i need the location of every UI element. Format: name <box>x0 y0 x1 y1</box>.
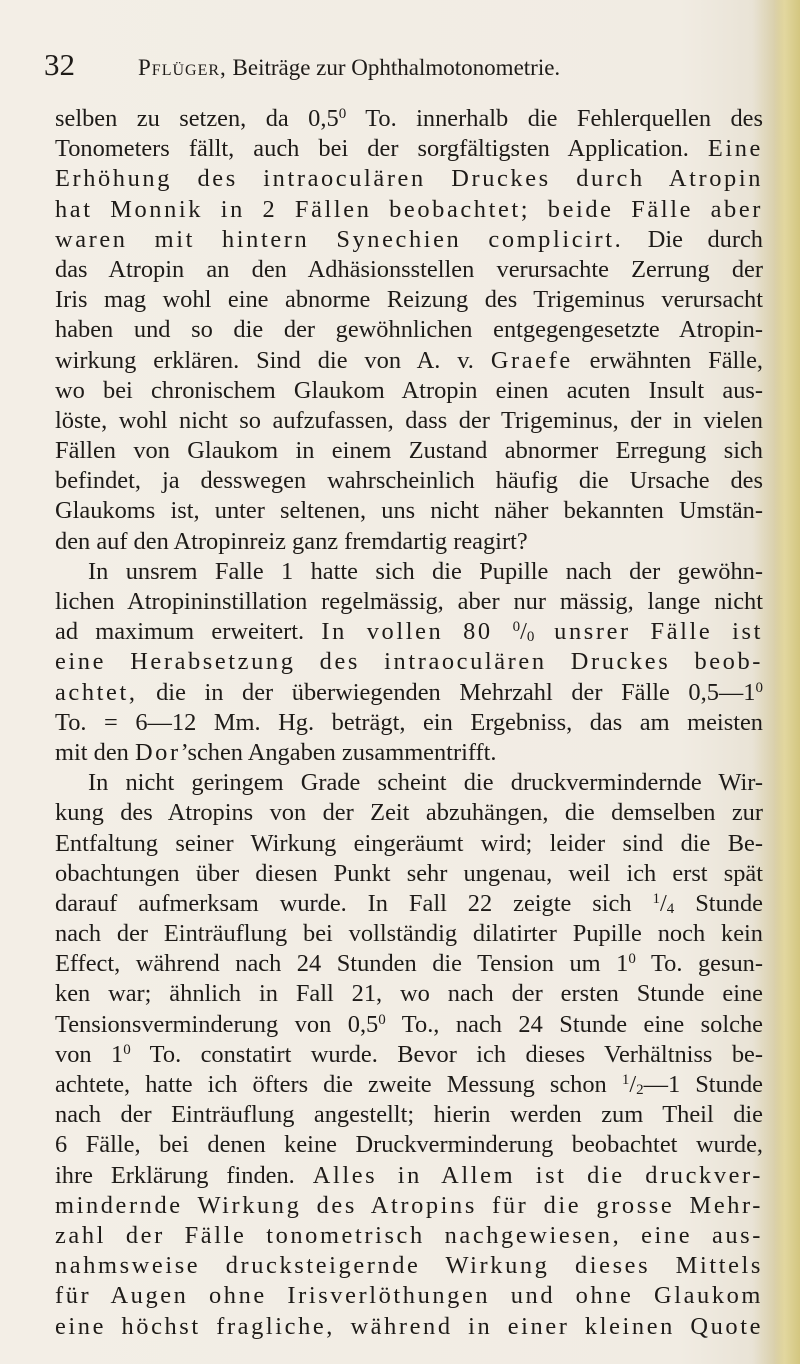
spaced-emphasis: hat Monnik in 2 Fällen beobachtet; beide Fälle aber <box>55 195 763 223</box>
text-line <box>55 798 763 828</box>
spaced-emphasis: eine Herabsetzung des intraoculären Druckes beob- <box>55 648 763 676</box>
text-segment: Effect, während nach 24 Stunden die Tension um 1 <box>55 950 629 978</box>
text-line <box>55 1191 763 1221</box>
text-segment: achtete, hatte ich öfters die zweite Messung schon <box>55 1071 622 1098</box>
text-segment: —1 Stunde <box>643 1071 763 1098</box>
subscript: 4 <box>666 900 675 917</box>
text-segment: To. gesun- <box>635 950 763 978</box>
page-header <box>44 47 764 87</box>
text-segment: ’schen Angaben zusammentrifft. <box>180 738 497 766</box>
subscript: 2 <box>636 1082 644 1098</box>
text-segment: / <box>660 889 667 917</box>
text-segment: Glaukoms ist, unter seltenen, uns nicht näher bekannten Umstän- <box>55 497 763 525</box>
text-segment: ihre Erklärung finden. <box>55 1161 313 1189</box>
text-line <box>55 315 763 345</box>
page-number: 32 <box>44 47 75 82</box>
text-line <box>55 889 763 919</box>
text-segment: / <box>520 618 527 646</box>
text-segment: mit den <box>55 738 135 766</box>
text-segment: ad maximum erweitert. <box>55 618 322 646</box>
superscript: 0 <box>755 679 763 696</box>
superscript: 0 <box>378 1011 386 1028</box>
text-line <box>55 1070 763 1100</box>
text-line <box>55 225 763 255</box>
text-segment: lichen Atropininstillation regelmässig, aber nur mässig, lange nicht <box>55 588 763 615</box>
text-line <box>55 406 763 436</box>
text-segment: To. innerhalb die Fehlerquellen des <box>346 105 763 132</box>
text-line <box>55 1251 763 1281</box>
spaced-emphasis: In vollen 80 <box>321 618 513 646</box>
superscript: 0 <box>512 619 521 636</box>
text-line <box>55 1130 763 1160</box>
text-line <box>55 436 763 466</box>
superscript: 0 <box>338 106 347 122</box>
text-segment: Die durch <box>623 225 763 253</box>
text-segment: To. constatirt wurde. Bevor ich dieses Verhältniss be- <box>130 1040 763 1068</box>
spaced-emphasis: für Augen ohne Irisverlöthungen und ohne Glaukom <box>55 1282 763 1310</box>
spaced-emphasis: Alles in Allem ist die druckver- <box>312 1161 763 1189</box>
text-segment: Stunde <box>674 889 763 917</box>
text-line <box>55 1312 763 1342</box>
text-segment: kung des Atropins von der Zeit abzuhängen, die demselben zur <box>55 799 763 827</box>
text-segment: In unsrem Falle 1 hatte sich die Pupille nach der gewöhn- <box>88 557 763 585</box>
running-head-author: Pflüger, <box>138 55 227 80</box>
running-head-title: Beiträge zur Ophthalmotonometrie. <box>232 55 561 80</box>
text-line <box>55 768 763 798</box>
text-line <box>55 738 763 768</box>
text-line <box>55 979 763 1009</box>
text-segment: die in der überwiegenden Mehrzahl der Fälle 0,5—1 <box>137 678 756 706</box>
text-segment: Iris mag wohl eine abnorme Reizung des Trigeminus verursacht <box>55 286 763 314</box>
text-line <box>55 1100 763 1130</box>
text-line <box>55 346 763 376</box>
text-segment: / <box>629 1071 637 1098</box>
spaced-emphasis: eine höchst fragliche, während in einer kleinen Quote <box>55 1312 763 1340</box>
spaced-emphasis: Graefe <box>490 346 573 374</box>
superscript: 1 <box>652 890 661 907</box>
spaced-emphasis: nahmsweise drucksteigernde Wirkung dieses Mittels <box>55 1252 763 1280</box>
text-line <box>55 195 763 225</box>
text-segment: das Atropin an den Adhäsionsstellen verursachte Zerrung der <box>55 255 763 283</box>
text-line <box>55 255 763 285</box>
text-line <box>55 1040 763 1070</box>
text-segment: nach der Einträuflung angestellt; hierin werden zum Theil die <box>55 1101 763 1129</box>
text-segment: To., nach 24 Stunde eine solche <box>385 1010 763 1038</box>
text-line <box>55 557 763 587</box>
spaced-emphasis: zahl der Fälle tonometrisch nachgewiesen, eine aus- <box>55 1221 763 1249</box>
spaced-emphasis: waren mit hintern Synechien complicirt. <box>55 225 624 253</box>
text-segment: Tonometers fällt, auch bei der sorgfältigsten Application. <box>55 135 708 163</box>
spaced-emphasis: mindernde Wirkung des Atropins für die grosse Mehr- <box>55 1191 763 1219</box>
text-segment: löste, wohl nicht so aufzufassen, dass der Trigeminus, der in vielen <box>55 406 763 434</box>
text-line <box>55 285 763 315</box>
text-segment: von 1 <box>55 1040 124 1068</box>
text-segment: Entfaltung seiner Wirkung eingeräumt wird; leider sind die Be- <box>55 829 763 857</box>
text-segment: obachtungen über diesen Punkt sehr ungenau, weil ich erst spät <box>55 859 763 887</box>
text-segment: In nicht geringem Grade scheint die druckvermindernde Wir- <box>88 769 763 797</box>
superscript: 1 <box>621 1072 630 1088</box>
text-line <box>55 466 763 496</box>
text-line <box>55 134 763 164</box>
text-segment: darauf aufmerksam wurde. In Fall 22 zeigte sich <box>55 889 653 917</box>
text-segment: Fällen von Glaukom in einem Zustand abnormer Erregung sich <box>55 437 763 465</box>
text-segment: haben und so die der gewöhnlichen entgegengesetzte Atropin- <box>55 316 763 344</box>
superscript: 0 <box>123 1041 131 1058</box>
page-edge-discoloration <box>774 0 800 1364</box>
text-segment: selben zu setzen, da 0,5 <box>55 105 339 132</box>
spaced-emphasis: Dor <box>134 738 181 766</box>
text-line <box>55 527 763 557</box>
spaced-emphasis: Erhöhung des intraoculären Druckes durch Atropin <box>55 165 763 193</box>
text-line <box>55 496 763 526</box>
text-segment: Tensionsverminderung von 0,5 <box>55 1010 379 1038</box>
text-line <box>55 1161 763 1191</box>
text-segment: To. = 6—12 Mm. Hg. beträgt, ein Ergebniss, das am meisten <box>55 708 763 736</box>
text-line <box>55 859 763 889</box>
running-head <box>138 55 560 81</box>
text-line <box>55 617 763 647</box>
text-line <box>55 376 763 406</box>
text-segment: ken war; ähnlich in Fall 21, wo nach der ersten Stunde eine <box>55 980 763 1008</box>
text-line <box>55 647 763 677</box>
text-line <box>55 829 763 859</box>
text-line <box>55 708 763 738</box>
subscript: 0 <box>526 629 535 646</box>
spaced-emphasis: unsrer Fälle ist <box>534 618 763 646</box>
spaced-emphasis: achtet, <box>55 678 138 706</box>
superscript: 0 <box>628 951 636 968</box>
text-segment: wo bei chronischem Glaukom Atropin einen acuten Insult aus- <box>55 376 763 404</box>
text-line <box>55 678 763 708</box>
text-segment: nach der Einträuflung bei vollständig dilatirter Pupille noch kein <box>55 920 763 948</box>
text-line <box>55 1221 763 1251</box>
text-line <box>55 919 763 949</box>
text-line <box>55 104 763 134</box>
text-segment: wirkung erklären. Sind die von A. v. <box>55 346 491 374</box>
text-segment: befindet, ja desswegen wahrscheinlich häufig die Ursache des <box>55 467 763 495</box>
text-line <box>55 1010 763 1040</box>
text-line <box>55 1281 763 1311</box>
spaced-emphasis: Eine <box>707 135 763 163</box>
text-segment: den auf den Atropinreiz ganz fremdartig reagirt? <box>55 527 528 555</box>
text-segment: 6 Fälle, bei denen keine Druckverminderung beobachtet wurde, <box>55 1131 763 1159</box>
body-text <box>55 104 763 1342</box>
text-line <box>55 164 763 194</box>
text-segment: erwähnten Fälle, <box>572 346 764 374</box>
text-line <box>55 587 763 617</box>
text-line <box>55 949 763 979</box>
